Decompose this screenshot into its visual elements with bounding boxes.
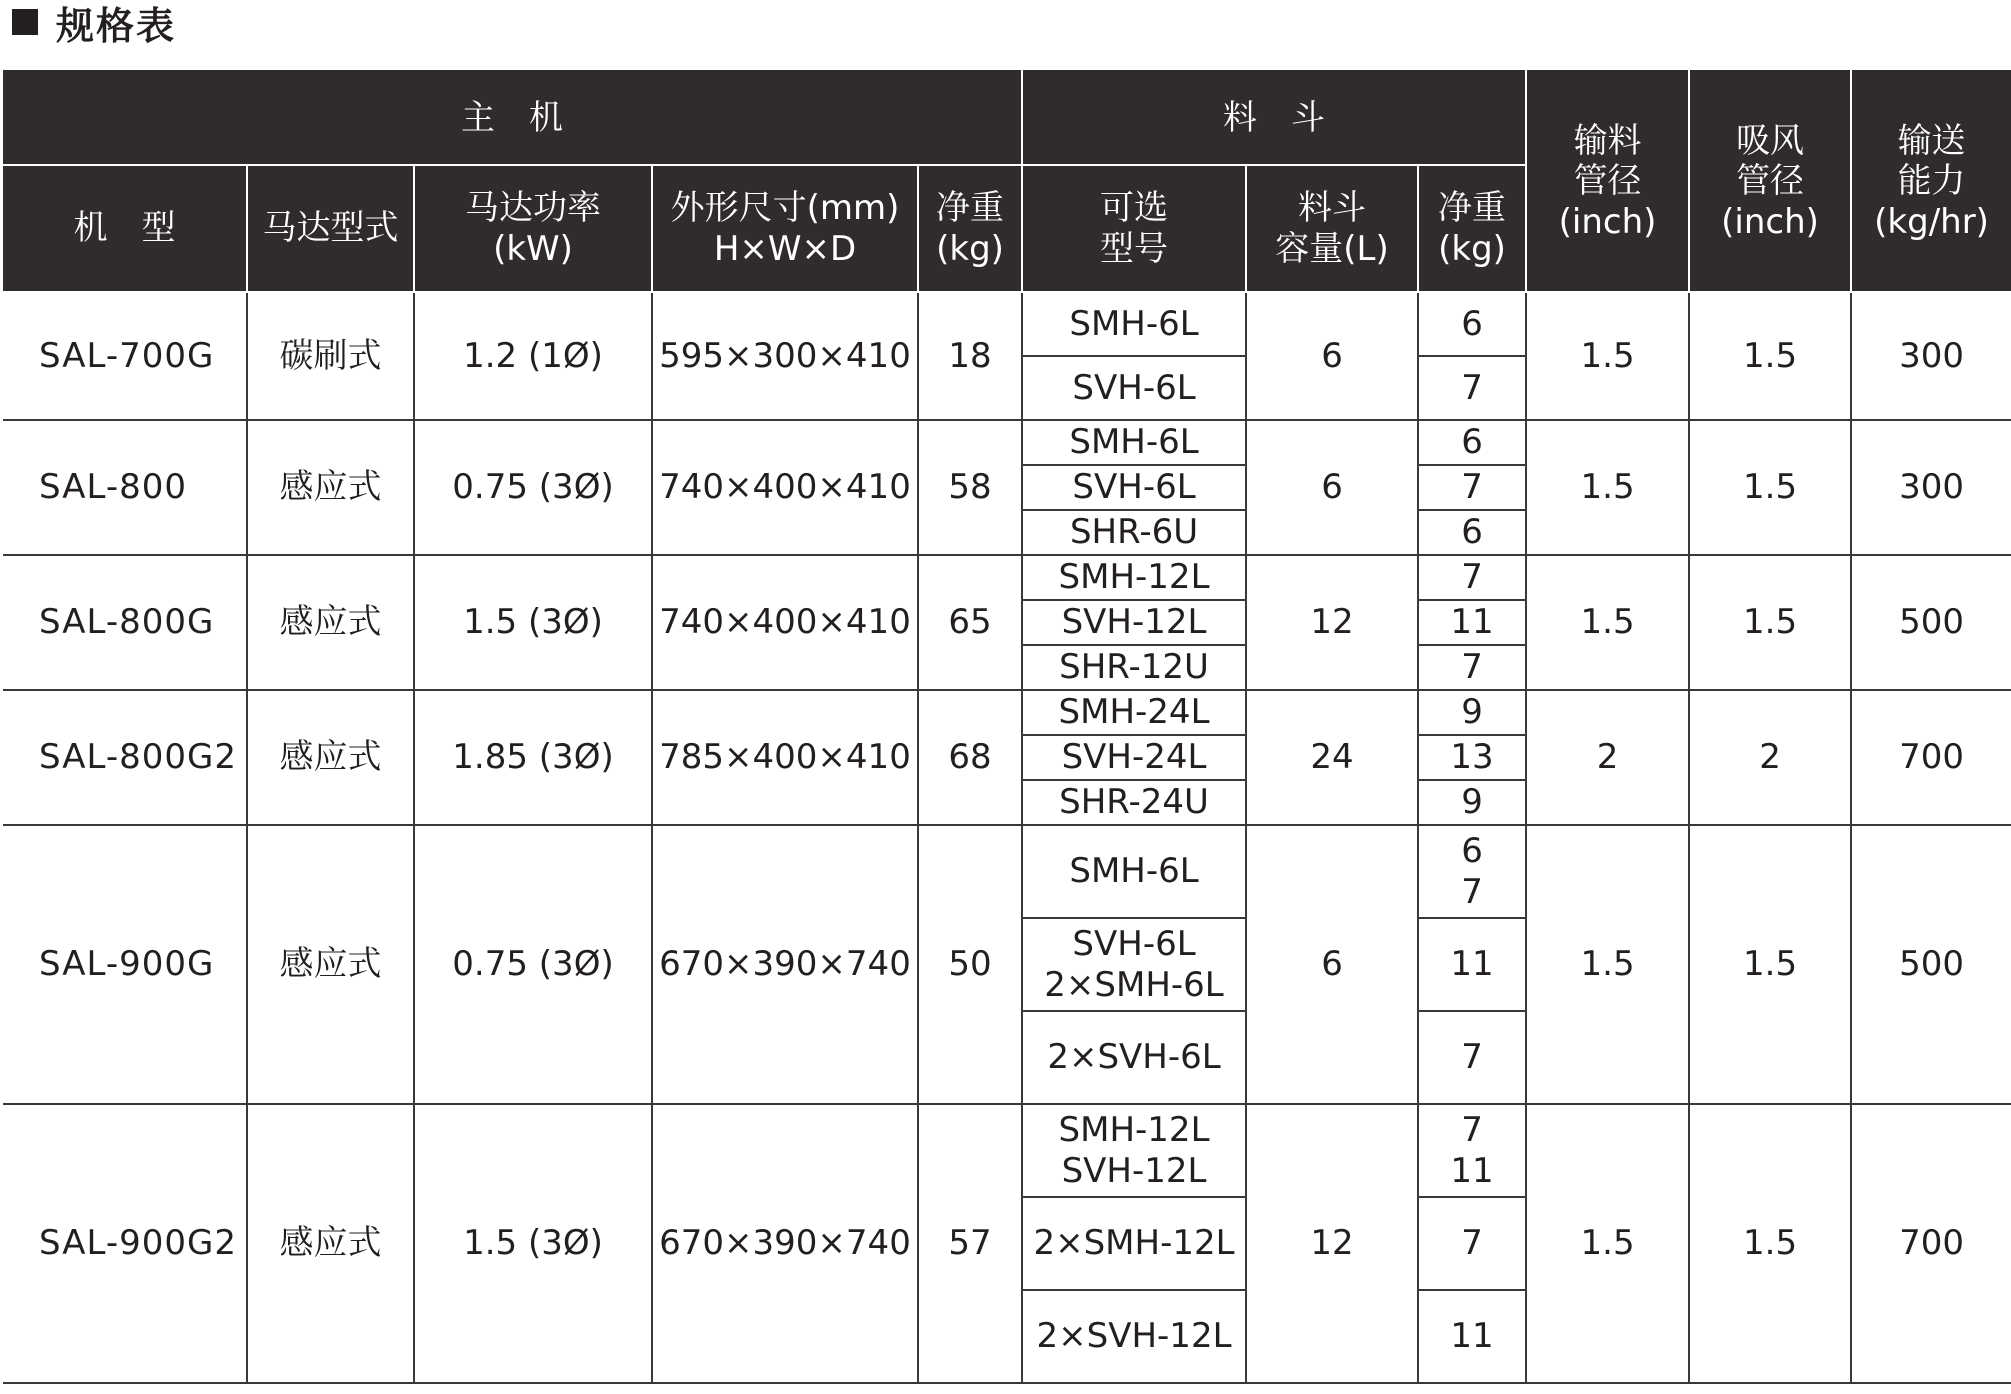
cell-hopper-model	[1022, 465, 1246, 510]
cell-motor-power	[414, 1104, 652, 1383]
cell-pipe-diameter-text: 1.5	[1580, 944, 1635, 985]
cell-net-weight	[918, 690, 1022, 825]
header-hopper-capacity	[1246, 165, 1418, 292]
header-model: 机 型	[3, 165, 247, 292]
header-line: (kg)	[936, 228, 1004, 269]
cell-model-text: SAL-800G2	[39, 737, 237, 778]
cell-hopper-weight-line: 11	[1450, 1316, 1494, 1357]
cell-suction-diameter-text: 1.5	[1743, 602, 1798, 643]
cell-pipe-diameter-text: 1.5	[1580, 1223, 1635, 1264]
header-motor-power	[414, 165, 652, 292]
cell-hopper-weight-line: 13	[1450, 737, 1494, 778]
cell-motor-type	[247, 825, 414, 1104]
cell-hopper-weight-line: 7	[1461, 1037, 1483, 1078]
table-row	[3, 825, 2011, 918]
cell-hopper-model	[1022, 1290, 1246, 1383]
cell-hopper-weight-line: 7	[1461, 1223, 1483, 1264]
cell-hopper-model-line: SVH-12L	[1061, 602, 1207, 643]
cell-hopper-weight-line: 6	[1461, 831, 1483, 872]
cell-suction-diameter-text: 1.5	[1743, 467, 1798, 508]
cell-hopper-model	[1022, 600, 1246, 645]
cell-net-weight-text: 50	[948, 944, 992, 985]
cell-pipe-diameter	[1526, 555, 1689, 690]
cell-capacity-text: 300	[1899, 467, 1965, 508]
header-line: (inch)	[1558, 201, 1657, 242]
cell-hopper-weight	[1418, 825, 1526, 918]
cell-hopper-weight-line: 7	[1461, 557, 1483, 598]
header-line: 管径	[1736, 161, 1805, 202]
cell-dimensions-text: 785×400×410	[659, 737, 911, 778]
header-line: (kg)	[1438, 228, 1506, 269]
cell-capacity-text: 700	[1899, 1223, 1965, 1264]
cell-hopper-model-line: SMH-12L	[1058, 1110, 1210, 1151]
cell-hopper-capacity-text: 12	[1310, 602, 1354, 643]
cell-dimensions	[652, 420, 918, 555]
cell-hopper-weight-line: 11	[1450, 1150, 1494, 1191]
cell-hopper-model-line: 2×SMH-6L	[1044, 964, 1224, 1005]
cell-hopper-weight	[1418, 1197, 1526, 1290]
cell-hopper-model-line: SHR-12U	[1059, 647, 1209, 688]
cell-model	[3, 292, 247, 420]
table-row	[3, 420, 2011, 465]
cell-suction-diameter	[1689, 292, 1851, 420]
cell-suction-diameter-text: 1.5	[1743, 1223, 1798, 1264]
cell-hopper-capacity	[1246, 420, 1418, 555]
cell-hopper-model	[1022, 1104, 1246, 1197]
cell-suction-diameter	[1689, 1104, 1851, 1383]
cell-hopper-weight	[1418, 690, 1526, 735]
header-line: 输料	[1573, 121, 1642, 162]
cell-hopper-weight-line: 7	[1461, 467, 1483, 508]
cell-hopper-model	[1022, 510, 1246, 555]
cell-hopper-weight	[1418, 356, 1526, 420]
header-line: 输送	[1897, 121, 1966, 162]
cell-hopper-model	[1022, 780, 1246, 825]
cell-hopper-weight-line: 11	[1450, 944, 1494, 985]
cell-hopper-capacity	[1246, 555, 1418, 690]
cell-hopper-weight	[1418, 1290, 1526, 1383]
cell-hopper-capacity-text: 6	[1321, 335, 1343, 376]
cell-hopper-weight	[1418, 420, 1526, 465]
cell-hopper-weight	[1418, 780, 1526, 825]
cell-net-weight	[918, 825, 1022, 1104]
cell-hopper-weight	[1418, 735, 1526, 780]
cell-motor-power-text: 0.75 (3Ø)	[452, 467, 614, 508]
cell-hopper-weight-line: 9	[1461, 692, 1483, 733]
cell-hopper-model	[1022, 735, 1246, 780]
cell-suction-diameter-text: 2	[1759, 737, 1781, 778]
cell-motor-power	[414, 555, 652, 690]
cell-capacity-text: 300	[1899, 335, 1965, 376]
cell-motor-type-text: 感应式	[279, 467, 382, 508]
table-row	[3, 555, 2011, 600]
cell-hopper-weight-line: 6	[1461, 512, 1483, 553]
cell-net-weight-text: 18	[948, 335, 992, 376]
header-line: 容量(L)	[1275, 228, 1389, 269]
cell-motor-type	[247, 555, 414, 690]
cell-hopper-model-line: SMH-24L	[1058, 692, 1210, 733]
cell-hopper-model	[1022, 292, 1246, 356]
cell-pipe-diameter	[1526, 420, 1689, 555]
cell-dimensions	[652, 1104, 918, 1383]
cell-motor-power	[414, 825, 652, 1104]
cell-net-weight	[918, 555, 1022, 690]
header-line: (kg/hr)	[1874, 201, 1989, 242]
cell-hopper-weight	[1418, 465, 1526, 510]
cell-motor-type	[247, 690, 414, 825]
cell-model-text: SAL-800G	[39, 602, 215, 643]
header-line: 能力	[1897, 161, 1966, 202]
header-line: 吸风	[1736, 121, 1805, 162]
cell-dimensions-text: 740×400×410	[659, 602, 911, 643]
cell-hopper-weight	[1418, 510, 1526, 555]
cell-motor-type-text: 感应式	[279, 1223, 382, 1264]
header-line: 马达功率	[465, 188, 601, 229]
cell-suction-diameter-text: 1.5	[1743, 944, 1798, 985]
table-row	[3, 690, 2011, 735]
cell-motor-type-text: 感应式	[279, 602, 382, 643]
cell-model-text: SAL-800	[39, 467, 187, 508]
cell-suction-diameter	[1689, 825, 1851, 1104]
cell-motor-power-text: 1.2 (1Ø)	[463, 335, 603, 376]
cell-hopper-weight	[1418, 292, 1526, 356]
cell-net-weight	[918, 292, 1022, 420]
cell-model	[3, 555, 247, 690]
cell-hopper-weight	[1418, 1011, 1526, 1104]
cell-model	[3, 690, 247, 825]
cell-capacity	[1851, 420, 2011, 555]
cell-hopper-model-line: SVH-6L	[1072, 924, 1196, 965]
cell-hopper-model-line: 2×SVH-6L	[1047, 1037, 1221, 1078]
cell-hopper-model-line: SMH-6L	[1069, 422, 1199, 463]
cell-motor-type-text: 感应式	[279, 944, 382, 985]
cell-hopper-model	[1022, 918, 1246, 1011]
cell-motor-type-text: 碳刷式	[279, 335, 382, 376]
cell-net-weight-text: 65	[948, 602, 992, 643]
cell-hopper-model-line: SVH-6L	[1072, 467, 1196, 508]
cell-dimensions-text: 595×300×410	[659, 335, 911, 376]
cell-pipe-diameter	[1526, 1104, 1689, 1383]
cell-pipe-diameter	[1526, 690, 1689, 825]
cell-motor-type-text: 感应式	[279, 737, 382, 778]
cell-hopper-weight	[1418, 600, 1526, 645]
header-capacity	[1851, 71, 2011, 292]
cell-model-text: SAL-900G	[39, 944, 215, 985]
cell-dimensions-text: 670×390×740	[659, 944, 911, 985]
cell-net-weight-text: 57	[948, 1223, 992, 1264]
cell-pipe-diameter-text: 1.5	[1580, 467, 1635, 508]
cell-net-weight-text: 68	[948, 737, 992, 778]
cell-hopper-model	[1022, 555, 1246, 600]
cell-pipe-diameter-text: 1.5	[1580, 335, 1635, 376]
cell-hopper-model	[1022, 825, 1246, 918]
cell-dimensions-text: 670×390×740	[659, 1223, 911, 1264]
cell-hopper-capacity	[1246, 292, 1418, 420]
cell-dimensions	[652, 690, 918, 825]
cell-hopper-capacity	[1246, 1104, 1418, 1383]
cell-model-text: SAL-900G2	[39, 1223, 237, 1264]
page-title	[12, 0, 177, 48]
cell-hopper-capacity-text: 6	[1321, 944, 1343, 985]
cell-hopper-model-line: SMH-12L	[1058, 557, 1210, 598]
cell-hopper-capacity-text: 6	[1321, 467, 1343, 508]
cell-pipe-diameter	[1526, 825, 1689, 1104]
header-line: (inch)	[1721, 201, 1819, 242]
table-row	[3, 292, 2011, 356]
cell-hopper-model	[1022, 356, 1246, 420]
cell-hopper-model	[1022, 420, 1246, 465]
cell-dimensions	[652, 292, 918, 420]
header-line: 料斗	[1298, 188, 1367, 229]
cell-motor-type	[247, 292, 414, 420]
header-group-main: 主 机	[3, 71, 1022, 165]
cell-hopper-model-line: 2×SMH-12L	[1033, 1223, 1235, 1264]
cell-hopper-capacity	[1246, 690, 1418, 825]
header-group-hopper: 料 斗	[1022, 71, 1526, 165]
spec-table	[3, 70, 2011, 1384]
cell-dimensions	[652, 825, 918, 1104]
cell-motor-power	[414, 690, 652, 825]
cell-capacity	[1851, 690, 2011, 825]
cell-hopper-weight-line: 7	[1461, 367, 1483, 408]
cell-hopper-weight	[1418, 1104, 1526, 1197]
cell-hopper-weight-line: 6	[1461, 303, 1483, 344]
cell-hopper-weight-line: 7	[1461, 871, 1483, 912]
cell-model	[3, 1104, 247, 1383]
header-pipe-diameter	[1526, 71, 1689, 292]
cell-capacity-text: 700	[1899, 737, 1965, 778]
cell-hopper-model-line: SMH-6L	[1069, 303, 1199, 344]
cell-pipe-diameter-text: 1.5	[1580, 602, 1635, 643]
cell-hopper-capacity	[1246, 825, 1418, 1104]
cell-hopper-weight-line: 7	[1461, 1110, 1483, 1151]
cell-capacity-text: 500	[1899, 944, 1965, 985]
cell-capacity	[1851, 555, 2011, 690]
cell-suction-diameter	[1689, 690, 1851, 825]
header-line: 可选	[1100, 188, 1169, 229]
header-line: (kW)	[493, 228, 573, 269]
cell-hopper-weight-line: 11	[1450, 602, 1494, 643]
header-suction-diameter	[1689, 71, 1851, 292]
cell-hopper-weight-line: 6	[1461, 422, 1483, 463]
cell-hopper-model-line: SHR-6U	[1069, 512, 1199, 553]
table-row	[3, 1104, 2011, 1197]
cell-capacity	[1851, 825, 2011, 1104]
cell-net-weight	[918, 420, 1022, 555]
header-net-weight	[918, 165, 1022, 292]
cell-motor-power-text: 1.85 (3Ø)	[452, 737, 614, 778]
cell-motor-type	[247, 420, 414, 555]
cell-motor-power-text: 1.5 (3Ø)	[463, 1223, 603, 1264]
header-dimensions	[652, 165, 918, 292]
cell-hopper-model-line: 2×SVH-12L	[1036, 1316, 1232, 1357]
cell-capacity	[1851, 292, 2011, 420]
cell-hopper-model-line: SVH-6L	[1072, 367, 1196, 408]
square-bullet-icon	[12, 9, 38, 35]
cell-motor-power	[414, 292, 652, 420]
cell-hopper-model-line: SVH-24L	[1061, 737, 1207, 778]
header-hopper-weight	[1418, 165, 1526, 292]
header-line: 净重	[936, 188, 1005, 229]
cell-hopper-capacity-text: 12	[1310, 1223, 1354, 1264]
cell-suction-diameter	[1689, 555, 1851, 690]
cell-capacity-text: 500	[1899, 602, 1965, 643]
cell-net-weight-text: 58	[948, 467, 992, 508]
cell-pipe-diameter-text: 2	[1596, 737, 1619, 778]
cell-pipe-diameter	[1526, 292, 1689, 420]
cell-hopper-weight	[1418, 918, 1526, 1011]
cell-motor-power-text: 1.5 (3Ø)	[463, 602, 603, 643]
cell-motor-power-text: 0.75 (3Ø)	[452, 944, 614, 985]
cell-model-text: SAL-700G	[39, 335, 215, 376]
title-text: 规格表	[56, 3, 177, 48]
cell-hopper-capacity-text: 24	[1310, 737, 1354, 778]
cell-net-weight	[918, 1104, 1022, 1383]
cell-model	[3, 825, 247, 1104]
cell-suction-diameter-text: 1.5	[1743, 335, 1798, 376]
header-motor-type: 马达型式	[247, 165, 414, 292]
header-line: H×W×D	[713, 228, 857, 269]
cell-hopper-model	[1022, 690, 1246, 735]
header-optional-model	[1022, 165, 1246, 292]
cell-hopper-weight-line: 7	[1461, 647, 1483, 688]
cell-hopper-weight	[1418, 645, 1526, 690]
cell-motor-power	[414, 420, 652, 555]
cell-hopper-model	[1022, 1197, 1246, 1290]
cell-hopper-model	[1022, 645, 1246, 690]
cell-motor-type	[247, 1104, 414, 1383]
cell-model	[3, 420, 247, 555]
cell-hopper-weight	[1418, 555, 1526, 600]
header-line: 净重	[1438, 188, 1507, 229]
cell-dimensions-text: 740×400×410	[659, 467, 911, 508]
cell-suction-diameter	[1689, 420, 1851, 555]
header-line: 外形尺寸(mm)	[670, 188, 900, 229]
cell-hopper-weight-line: 9	[1461, 782, 1483, 823]
cell-hopper-model	[1022, 1011, 1246, 1104]
cell-hopper-model-line: SMH-6L	[1069, 851, 1199, 892]
cell-hopper-model-line: SHR-24U	[1059, 782, 1209, 823]
cell-dimensions	[652, 555, 918, 690]
cell-hopper-model-line: SVH-12L	[1061, 1150, 1207, 1191]
cell-capacity	[1851, 1104, 2011, 1383]
header-line: 型号	[1100, 228, 1169, 269]
header-line: 管径	[1573, 161, 1642, 202]
